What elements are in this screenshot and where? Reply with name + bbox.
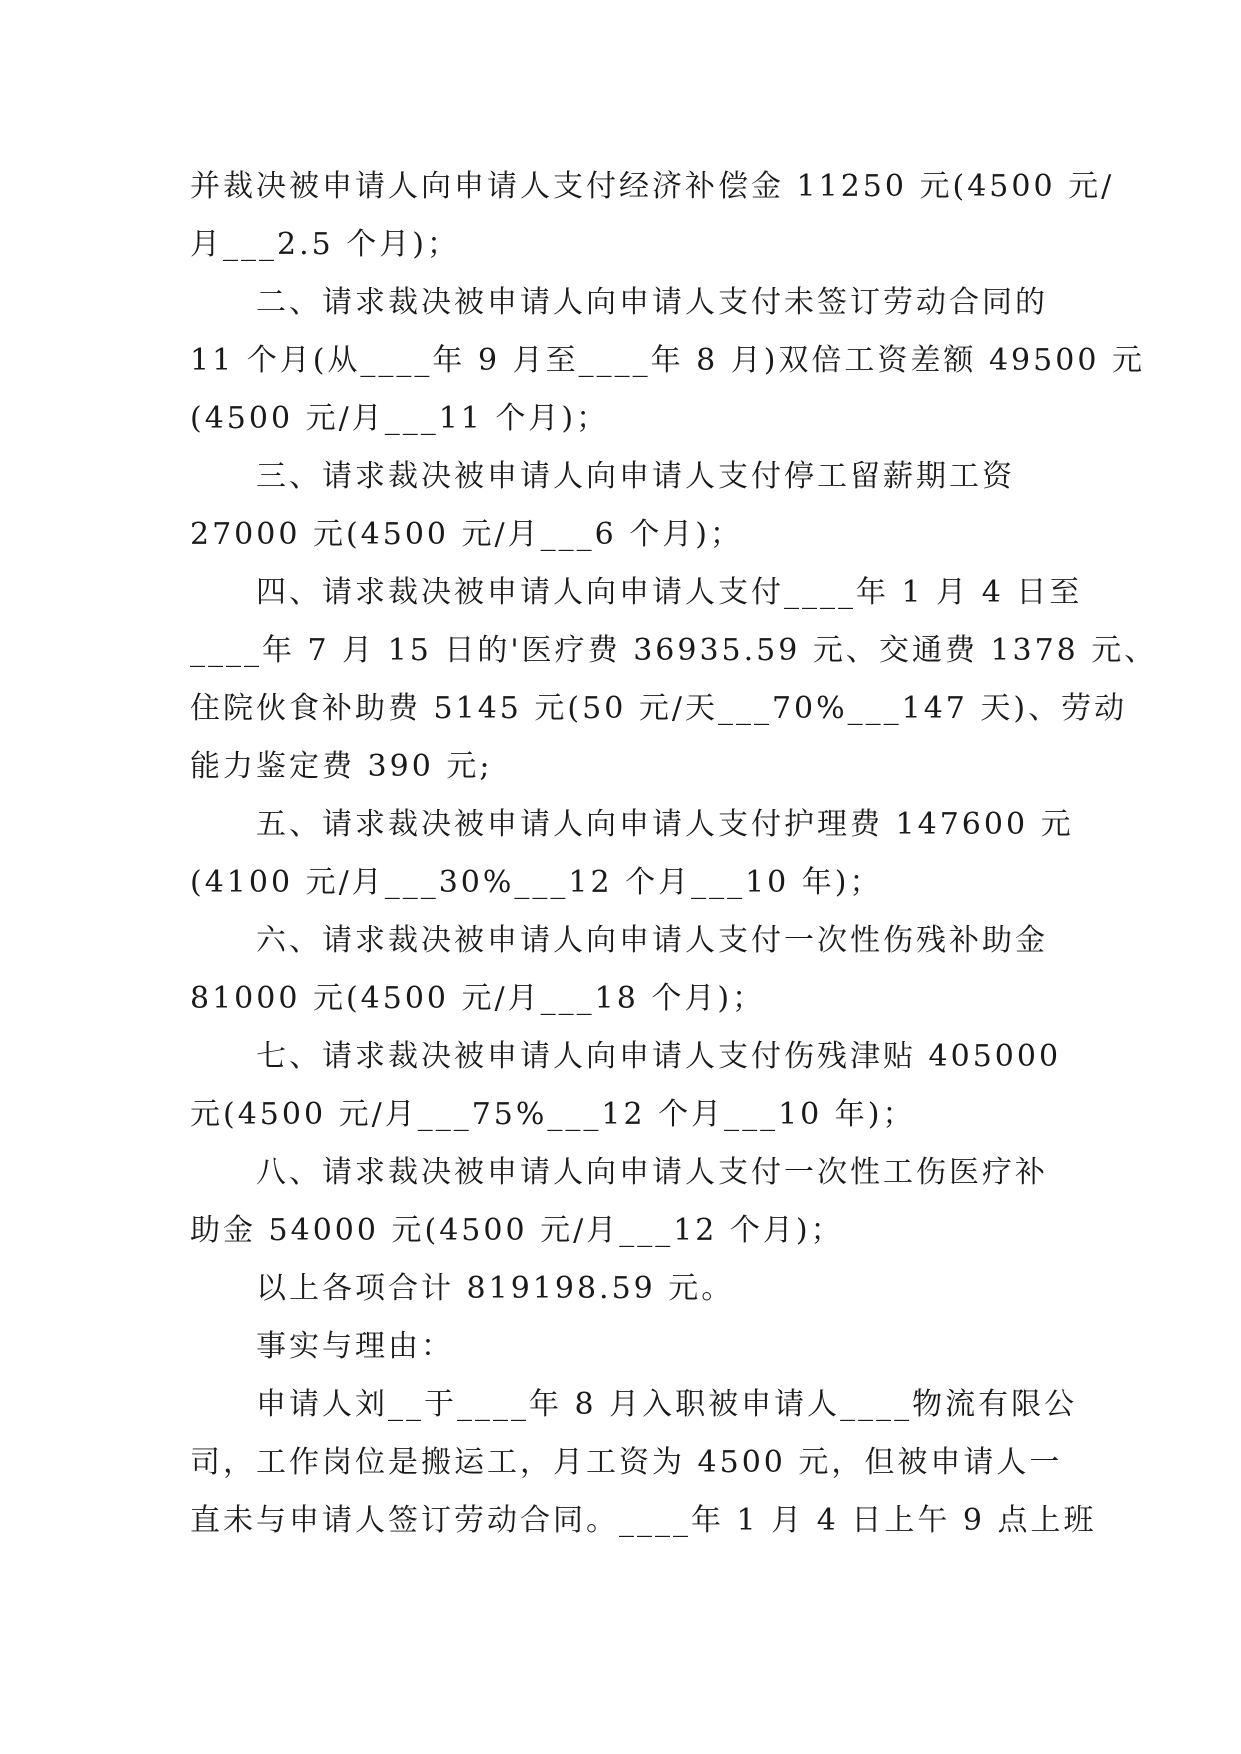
text-line: 住院伙食补助费 5145 元(50 元/天___70%___147 天)、劳动 [190,691,1128,726]
text-line: 直未与申请人签订劳动合同。____年 1 月 4 日上午 9 点上班 [190,1503,1097,1538]
text-line: 二、请求裁决被申请人向申请人支付未签订劳动合同的 [256,285,1048,320]
text-line: 月___2.5 个月)； [190,227,460,262]
document-body [190,158,1158,1550]
text-line: 11 个月(从____年 9 月至____年 8 月)双倍工资差额 49500 元 [190,343,1145,378]
text-line: 司，工作岗位是搬运工，月工资为 4500 元，但被申请人一 [190,1445,1063,1480]
text-line: 81000 元(4500 元/月___18 个月)； [190,981,766,1016]
text-line: 助金 54000 元(4500 元/月___12 个月)； [190,1213,844,1248]
text-line: 六、请求裁决被申请人向申请人支付一次性伤残补助金 [256,923,1048,958]
text-line: 八、请求裁决被申请人向申请人支付一次性工伤医疗补 [256,1155,1048,1190]
total-line: 以上各项合计 819198.59 元。 [256,1271,735,1306]
text-line: 三、请求裁决被申请人向申请人支付停工留薪期工资 [256,459,1015,494]
text-line: ____年 7 月 15 日的'医疗费 36935.59 元、交通费 1378 元、 [190,633,1158,668]
text-line: 元(4500 元/月___75%___12 个月___10 年)； [190,1097,916,1132]
text-line: 并裁决被申请人向申请人支付经济补偿金 11250 元(4500 元/ [190,169,1115,204]
text-line: (4100 元/月___30%___12 个月___10 年)； [190,865,883,900]
text-line: 申请人刘__于____年 8 月入职被申请人____物流有限公 [256,1387,1078,1422]
text-line: 五、请求裁决被申请人向申请人支付护理费 147600 元 [256,807,1074,842]
text-line: 七、请求裁决被申请人向申请人支付伤残津贴 405000 [256,1039,1062,1074]
text-line: (4500 元/月___11 个月)； [190,401,610,436]
text-line: 四、请求裁决被申请人向申请人支付____年 1 月 4 日至 [256,575,1083,610]
section-heading: 事实与理由： [256,1329,454,1364]
text-line: 27000 元(4500 元/月___6 个月)； [190,517,743,552]
text-line: 能力鉴定费 390 元; [190,749,493,784]
